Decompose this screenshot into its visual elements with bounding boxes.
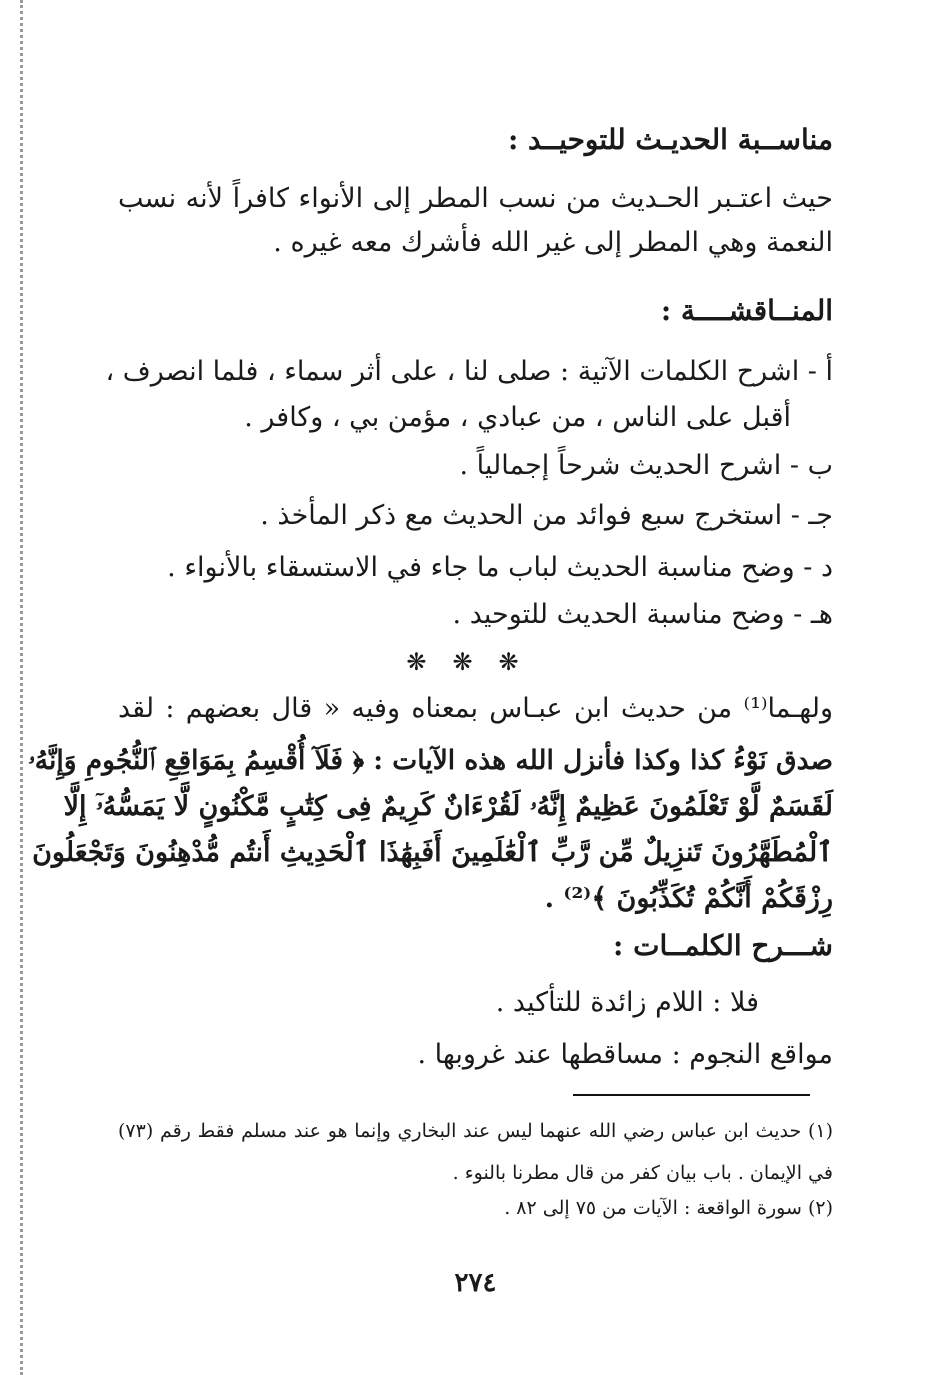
- page-edge: [20, 0, 23, 1375]
- footnote-divider: [573, 1094, 810, 1096]
- hadith-text-line: صدق نَوْءُ كذا وكذا فأنزل الله هذه الآيات : ﴿ فَلَآ أُقْسِمُ بِمَوَاقِعِ ٱلنُّجُومِ وَإِنَّهُۥ: [28, 745, 833, 776]
- tawhid-text-line: حيث اعتـبر الحـديث من نسب المطر إلى الأنواء كافراً لأنه نسب: [118, 183, 833, 214]
- question-b: ب - اشرح الحديث شرحاً إجمالياً .: [459, 450, 833, 481]
- footnote-1-continued: في الإيمان . باب بيان كفر من قال مطرنا بالنوء .: [452, 1162, 833, 1184]
- section-heading-tawhid: مناســبة الحديـث للتوحيــد :: [507, 123, 833, 156]
- hadith-text-line: ولهـما⁽¹⁾ من حديث ابن عبـاس بمعناه وفيه « قال بعضهم : لقد: [118, 693, 833, 724]
- quran-verse-line: ٱلْمُطَهَّرُونَ تَنزِيلٌ مِّن رَّبِّ ٱلْعَٰلَمِينَ أَفَبِهَٰذَا ٱلْحَدِيثِ أَنتُم مُّدْهِنُونَ وَتَجْعَلُونَ: [32, 837, 833, 868]
- question-c: جـ - استخرج سبع فوائد من الحديث مع ذكر المأخذ .: [260, 500, 833, 531]
- question-d: د - وضح مناسبة الحديث لباب ما جاء في الاستسقاء بالأنواء .: [167, 552, 833, 583]
- quran-verse-line: رِزْقَكُمْ أَنَّكُمْ تُكَذِّبُونَ ﴾⁽²⁾ .: [544, 883, 833, 914]
- section-separator: ❋❋❋: [406, 648, 545, 676]
- question-a-line: أقبل على الناس ، من عبادي ، مؤمن بي ، وكافر .: [244, 402, 791, 433]
- section-heading-words: شـــرح الكلمــات :: [613, 929, 833, 962]
- word-explanation: فلا : اللام زائدة للتأكيد .: [495, 987, 759, 1018]
- question-e: هـ - وضح مناسبة الحديث للتوحيد .: [452, 599, 833, 630]
- word-explanation: مواقع النجوم : مساقطها عند غروبها .: [417, 1039, 833, 1070]
- tawhid-text-line: النعمة وهي المطر إلى غير الله فأشرك معه غيره .: [273, 227, 833, 258]
- quran-verse-line: لَقَسَمٌ لَّوْ تَعْلَمُونَ عَظِيمٌ إِنَّهُۥ لَقُرْءَانٌ كَرِيمٌ فِى كِتَٰبٍ مَّكْنُونٍ لَّا يَمَسُّهُۥٓ إِلَّا: [63, 791, 833, 822]
- footnote-2: (٢) سورة الواقعة : الآيات من ٧٥ إلى ٨٢ .: [504, 1197, 833, 1219]
- section-heading-discussion: المنــاقشــــة :: [660, 294, 833, 327]
- footnote-1: (١) حديث ابن عباس رضي الله عنهما ليس عند البخاري وإنما هو عند مسلم فقط رقم (٧٣): [118, 1120, 833, 1142]
- question-a-line: أ - اشرح الكلمات الآتية : صلى لنا ، على أثر سماء ، فلما انصرف ،: [105, 356, 833, 387]
- page-number: ٢٧٤: [454, 1268, 497, 1298]
